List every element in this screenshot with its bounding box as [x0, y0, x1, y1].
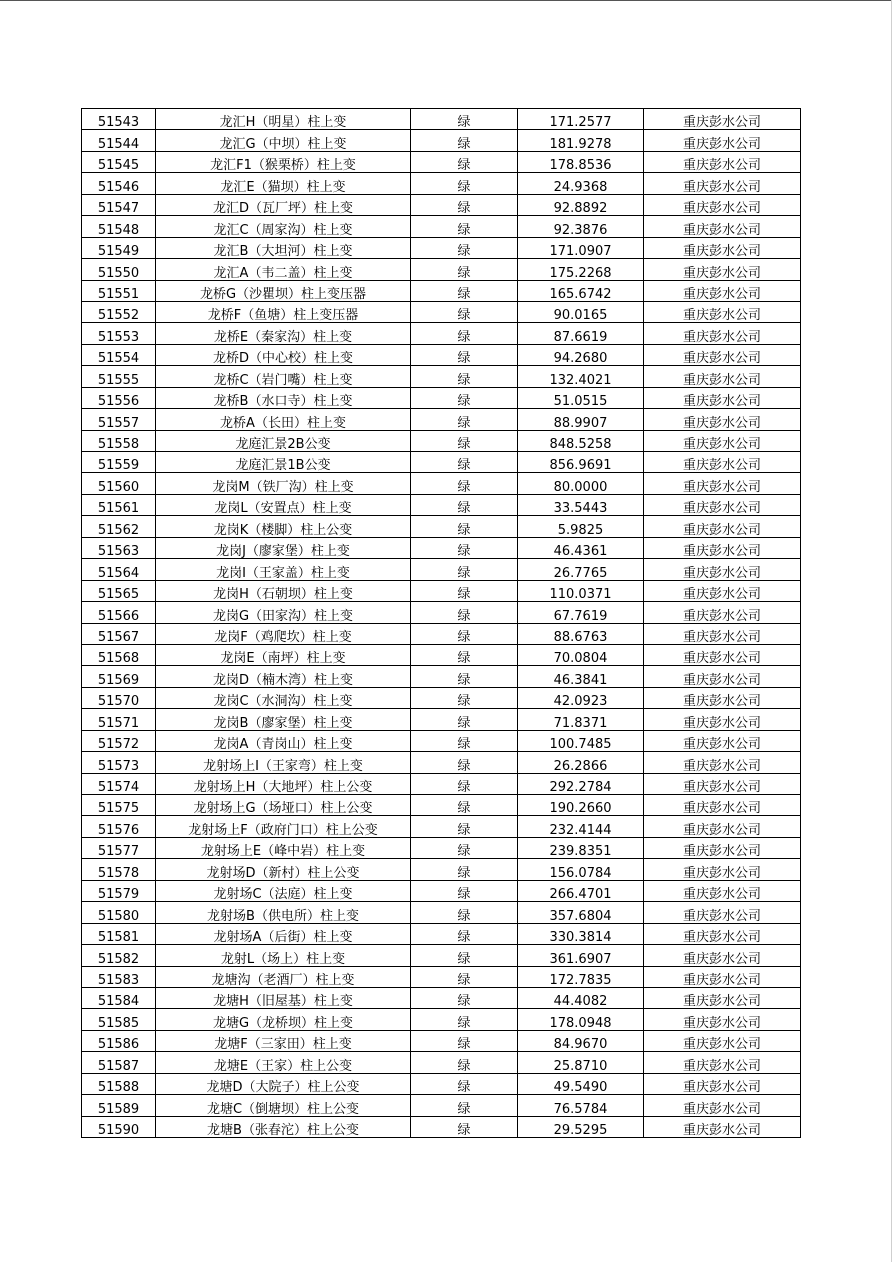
cell-name: 龙射场上F（政府门口）柱上公变 [156, 816, 411, 837]
cell-color-code: 绿 [411, 344, 518, 365]
cell-company: 重庆彭水公司 [644, 880, 801, 901]
cell-id: 51584 [82, 987, 156, 1008]
cell-id: 51575 [82, 795, 156, 816]
cell-id: 51561 [82, 494, 156, 515]
cell-color-code: 绿 [411, 173, 518, 194]
cell-id: 51553 [82, 323, 156, 344]
data-table [81, 108, 801, 1138]
table-row [82, 880, 801, 901]
table-row [82, 494, 801, 515]
page-top-border [0, 0, 892, 1]
cell-color-code: 绿 [411, 494, 518, 515]
cell-value: 239.8351 [518, 837, 644, 858]
cell-name: 龙岗F（鸡爬坎）柱上变 [156, 623, 411, 644]
cell-name: 龙汇A（韦二盖）柱上变 [156, 259, 411, 280]
table-row [82, 109, 801, 130]
cell-value: 156.0784 [518, 859, 644, 880]
table-row [82, 1009, 801, 1030]
cell-name: 龙桥D（中心校）柱上变 [156, 344, 411, 365]
table-row [82, 216, 801, 237]
cell-name: 龙汇C（周家沟）柱上变 [156, 216, 411, 237]
table-row [82, 237, 801, 258]
cell-id: 51576 [82, 816, 156, 837]
cell-name: 龙桥E（秦家沟）柱上变 [156, 323, 411, 344]
cell-name: 龙汇H（明星）柱上变 [156, 109, 411, 130]
cell-color-code: 绿 [411, 580, 518, 601]
cell-company: 重庆彭水公司 [644, 237, 801, 258]
cell-color-code: 绿 [411, 387, 518, 408]
cell-value: 42.0923 [518, 687, 644, 708]
cell-company: 重庆彭水公司 [644, 516, 801, 537]
cell-name: 龙汇G（中坝）柱上变 [156, 130, 411, 151]
cell-name: 龙岗E（南坪）柱上变 [156, 644, 411, 665]
cell-company: 重庆彭水公司 [644, 430, 801, 451]
cell-company: 重庆彭水公司 [644, 773, 801, 794]
cell-id: 51566 [82, 602, 156, 623]
table-row [82, 473, 801, 494]
cell-company: 重庆彭水公司 [644, 687, 801, 708]
cell-id: 51586 [82, 1030, 156, 1051]
cell-value: 357.6804 [518, 902, 644, 923]
cell-company: 重庆彭水公司 [644, 795, 801, 816]
cell-value: 67.7619 [518, 602, 644, 623]
cell-color-code: 绿 [411, 752, 518, 773]
table-row [82, 387, 801, 408]
table-row [82, 666, 801, 687]
cell-value: 51.0515 [518, 387, 644, 408]
cell-id: 51562 [82, 516, 156, 537]
cell-color-code: 绿 [411, 687, 518, 708]
cell-color-code: 绿 [411, 816, 518, 837]
cell-color-code: 绿 [411, 323, 518, 344]
cell-company: 重庆彭水公司 [644, 945, 801, 966]
cell-company: 重庆彭水公司 [644, 559, 801, 580]
cell-id: 51548 [82, 216, 156, 237]
cell-color-code: 绿 [411, 301, 518, 322]
cell-name: 龙塘E（王家）柱上公变 [156, 1052, 411, 1073]
cell-color-code: 绿 [411, 1116, 518, 1137]
table-row [82, 795, 801, 816]
cell-value: 25.8710 [518, 1052, 644, 1073]
table-row [82, 1116, 801, 1137]
table-row [82, 259, 801, 280]
cell-color-code: 绿 [411, 473, 518, 494]
table-row [82, 773, 801, 794]
table-row [82, 366, 801, 387]
cell-name: 龙汇B（大坦河）柱上变 [156, 237, 411, 258]
cell-company: 重庆彭水公司 [644, 1052, 801, 1073]
table-row [82, 623, 801, 644]
cell-company: 重庆彭水公司 [644, 259, 801, 280]
cell-value: 92.8892 [518, 194, 644, 215]
table-row [82, 173, 801, 194]
cell-value: 856.9691 [518, 452, 644, 473]
cell-company: 重庆彭水公司 [644, 580, 801, 601]
table-row [82, 730, 801, 751]
cell-value: 165.6742 [518, 280, 644, 301]
table-row [82, 130, 801, 151]
cell-color-code: 绿 [411, 1009, 518, 1030]
cell-name: 龙塘F（三家田）柱上变 [156, 1030, 411, 1051]
cell-id: 51555 [82, 366, 156, 387]
cell-company: 重庆彭水公司 [644, 130, 801, 151]
cell-value: 29.5295 [518, 1116, 644, 1137]
cell-id: 51560 [82, 473, 156, 494]
cell-name: 龙射场B（供电所）柱上变 [156, 902, 411, 923]
table-row [82, 280, 801, 301]
cell-company: 重庆彭水公司 [644, 816, 801, 837]
cell-value: 5.9825 [518, 516, 644, 537]
table-row [82, 1073, 801, 1094]
cell-name: 龙射场上H（大地坪）柱上公变 [156, 773, 411, 794]
cell-company: 重庆彭水公司 [644, 602, 801, 623]
cell-company: 重庆彭水公司 [644, 537, 801, 558]
cell-company: 重庆彭水公司 [644, 494, 801, 515]
cell-name: 龙塘C（倒塘坝）柱上公变 [156, 1095, 411, 1116]
cell-company: 重庆彭水公司 [644, 623, 801, 644]
cell-color-code: 绿 [411, 194, 518, 215]
cell-color-code: 绿 [411, 1030, 518, 1051]
cell-id: 51568 [82, 644, 156, 665]
cell-id: 51589 [82, 1095, 156, 1116]
cell-color-code: 绿 [411, 730, 518, 751]
cell-company: 重庆彭水公司 [644, 902, 801, 923]
cell-value: 848.5258 [518, 430, 644, 451]
table-row [82, 859, 801, 880]
cell-name: 龙岗K（楼脚）柱上公变 [156, 516, 411, 537]
cell-value: 330.3814 [518, 923, 644, 944]
cell-name: 龙岗D（楠木湾）柱上变 [156, 666, 411, 687]
cell-company: 重庆彭水公司 [644, 323, 801, 344]
cell-value: 88.6763 [518, 623, 644, 644]
table-row [82, 537, 801, 558]
cell-color-code: 绿 [411, 966, 518, 987]
cell-id: 51552 [82, 301, 156, 322]
cell-value: 84.9670 [518, 1030, 644, 1051]
cell-name: 龙岗B（廖家堡）柱上变 [156, 709, 411, 730]
cell-id: 51543 [82, 109, 156, 130]
cell-company: 重庆彭水公司 [644, 173, 801, 194]
cell-id: 51546 [82, 173, 156, 194]
cell-id: 51544 [82, 130, 156, 151]
cell-id: 51585 [82, 1009, 156, 1030]
cell-color-code: 绿 [411, 773, 518, 794]
cell-value: 132.4021 [518, 366, 644, 387]
cell-id: 51565 [82, 580, 156, 601]
cell-color-code: 绿 [411, 666, 518, 687]
cell-name: 龙岗M（铁厂沟）柱上变 [156, 473, 411, 494]
cell-color-code: 绿 [411, 430, 518, 451]
cell-company: 重庆彭水公司 [644, 666, 801, 687]
cell-value: 92.3876 [518, 216, 644, 237]
cell-color-code: 绿 [411, 366, 518, 387]
table-row [82, 452, 801, 473]
cell-company: 重庆彭水公司 [644, 837, 801, 858]
cell-name: 龙岗I（王家盖）柱上变 [156, 559, 411, 580]
cell-value: 70.0804 [518, 644, 644, 665]
cell-id: 51554 [82, 344, 156, 365]
cell-name: 龙射场上E（峰中岩）柱上变 [156, 837, 411, 858]
cell-name: 龙庭汇景2B公变 [156, 430, 411, 451]
cell-id: 51563 [82, 537, 156, 558]
cell-color-code: 绿 [411, 987, 518, 1008]
cell-value: 178.0948 [518, 1009, 644, 1030]
cell-color-code: 绿 [411, 559, 518, 580]
cell-name: 龙桥F（鱼塘）柱上变压器 [156, 301, 411, 322]
cell-name: 龙桥C（岩门嘴）柱上变 [156, 366, 411, 387]
cell-id: 51545 [82, 151, 156, 172]
cell-name: 龙塘D（大院子）柱上公变 [156, 1073, 411, 1094]
cell-id: 51588 [82, 1073, 156, 1094]
cell-name: 龙岗J（廖家堡）柱上变 [156, 537, 411, 558]
table-row [82, 709, 801, 730]
cell-color-code: 绿 [411, 537, 518, 558]
table-row [82, 837, 801, 858]
cell-color-code: 绿 [411, 923, 518, 944]
cell-value: 266.4701 [518, 880, 644, 901]
cell-value: 71.8371 [518, 709, 644, 730]
cell-value: 76.5784 [518, 1095, 644, 1116]
table-row [82, 323, 801, 344]
cell-color-code: 绿 [411, 837, 518, 858]
table-body [82, 109, 801, 1138]
table-row [82, 559, 801, 580]
table-row [82, 602, 801, 623]
table-row [82, 516, 801, 537]
cell-name: 龙桥B（水口寺）柱上变 [156, 387, 411, 408]
cell-company: 重庆彭水公司 [644, 1073, 801, 1094]
cell-id: 51547 [82, 194, 156, 215]
cell-id: 51569 [82, 666, 156, 687]
cell-company: 重庆彭水公司 [644, 752, 801, 773]
cell-company: 重庆彭水公司 [644, 709, 801, 730]
cell-color-code: 绿 [411, 795, 518, 816]
cell-value: 292.2784 [518, 773, 644, 794]
cell-name: 龙岗G（田家沟）柱上变 [156, 602, 411, 623]
table-row [82, 687, 801, 708]
cell-value: 172.7835 [518, 966, 644, 987]
cell-id: 51571 [82, 709, 156, 730]
cell-id: 51578 [82, 859, 156, 880]
cell-company: 重庆彭水公司 [644, 151, 801, 172]
cell-value: 26.7765 [518, 559, 644, 580]
cell-company: 重庆彭水公司 [644, 473, 801, 494]
cell-name: 龙射场上I（王家弯）柱上变 [156, 752, 411, 773]
cell-name: 龙桥G（沙瞿坝）柱上变压器 [156, 280, 411, 301]
cell-value: 232.4144 [518, 816, 644, 837]
cell-id: 51556 [82, 387, 156, 408]
cell-value: 361.6907 [518, 945, 644, 966]
cell-value: 49.5490 [518, 1073, 644, 1094]
cell-value: 178.8536 [518, 151, 644, 172]
cell-color-code: 绿 [411, 409, 518, 430]
cell-color-code: 绿 [411, 516, 518, 537]
table-row [82, 816, 801, 837]
cell-value: 100.7485 [518, 730, 644, 751]
cell-company: 重庆彭水公司 [644, 966, 801, 987]
cell-id: 51557 [82, 409, 156, 430]
cell-value: 171.0907 [518, 237, 644, 258]
cell-name: 龙汇F1（猴栗桥）柱上变 [156, 151, 411, 172]
cell-value: 88.9907 [518, 409, 644, 430]
cell-value: 110.0371 [518, 580, 644, 601]
cell-id: 51564 [82, 559, 156, 580]
cell-id: 51551 [82, 280, 156, 301]
table-row [82, 1030, 801, 1051]
cell-color-code: 绿 [411, 259, 518, 280]
cell-value: 171.2577 [518, 109, 644, 130]
cell-company: 重庆彭水公司 [644, 109, 801, 130]
cell-name: 龙塘H（旧屋基）柱上变 [156, 987, 411, 1008]
table-row [82, 580, 801, 601]
cell-value: 87.6619 [518, 323, 644, 344]
table-row [82, 344, 801, 365]
cell-name: 龙岗C（水洞沟）柱上变 [156, 687, 411, 708]
cell-value: 94.2680 [518, 344, 644, 365]
cell-name: 龙岗H（石朝坝）柱上变 [156, 580, 411, 601]
cell-value: 26.2866 [518, 752, 644, 773]
table-row [82, 752, 801, 773]
cell-color-code: 绿 [411, 644, 518, 665]
cell-company: 重庆彭水公司 [644, 366, 801, 387]
table-row [82, 409, 801, 430]
cell-color-code: 绿 [411, 216, 518, 237]
cell-name: 龙射L（场上）柱上变 [156, 945, 411, 966]
cell-company: 重庆彭水公司 [644, 730, 801, 751]
table-row [82, 1095, 801, 1116]
cell-company: 重庆彭水公司 [644, 280, 801, 301]
cell-color-code: 绿 [411, 1095, 518, 1116]
cell-id: 51580 [82, 902, 156, 923]
table-row [82, 151, 801, 172]
cell-id: 51572 [82, 730, 156, 751]
cell-name: 龙射场D（新村）柱上公变 [156, 859, 411, 880]
cell-company: 重庆彭水公司 [644, 387, 801, 408]
cell-company: 重庆彭水公司 [644, 194, 801, 215]
cell-company: 重庆彭水公司 [644, 409, 801, 430]
table-row [82, 966, 801, 987]
cell-value: 90.0165 [518, 301, 644, 322]
cell-color-code: 绿 [411, 280, 518, 301]
cell-id: 51567 [82, 623, 156, 644]
cell-name: 龙汇E（猫坝）柱上变 [156, 173, 411, 194]
cell-id: 51559 [82, 452, 156, 473]
cell-name: 龙塘G（龙桥坝）柱上变 [156, 1009, 411, 1030]
cell-value: 80.0000 [518, 473, 644, 494]
cell-value: 46.3841 [518, 666, 644, 687]
cell-name: 龙汇D（瓦厂坪）柱上变 [156, 194, 411, 215]
cell-company: 重庆彭水公司 [644, 1030, 801, 1051]
cell-id: 51590 [82, 1116, 156, 1137]
cell-company: 重庆彭水公司 [644, 1009, 801, 1030]
cell-value: 46.4361 [518, 537, 644, 558]
cell-color-code: 绿 [411, 945, 518, 966]
cell-name: 龙塘沟（老酒厂）柱上变 [156, 966, 411, 987]
cell-color-code: 绿 [411, 880, 518, 901]
cell-id: 51570 [82, 687, 156, 708]
cell-color-code: 绿 [411, 1073, 518, 1094]
cell-name: 龙射场上G（场垭口）柱上公变 [156, 795, 411, 816]
table-row [82, 945, 801, 966]
table-row [82, 644, 801, 665]
cell-value: 24.9368 [518, 173, 644, 194]
table-row [82, 987, 801, 1008]
cell-color-code: 绿 [411, 237, 518, 258]
cell-name: 龙庭汇景1B公变 [156, 452, 411, 473]
cell-company: 重庆彭水公司 [644, 216, 801, 237]
cell-color-code: 绿 [411, 602, 518, 623]
cell-name: 龙塘B（张春沱）柱上公变 [156, 1116, 411, 1137]
cell-name: 龙岗L（安置点）柱上变 [156, 494, 411, 515]
cell-name: 龙射场A（后街）柱上变 [156, 923, 411, 944]
table-row [82, 1052, 801, 1073]
cell-company: 重庆彭水公司 [644, 644, 801, 665]
cell-value: 44.4082 [518, 987, 644, 1008]
cell-name: 龙射场C（法庭）柱上变 [156, 880, 411, 901]
cell-company: 重庆彭水公司 [644, 344, 801, 365]
cell-color-code: 绿 [411, 709, 518, 730]
table-row [82, 923, 801, 944]
cell-color-code: 绿 [411, 151, 518, 172]
cell-value: 190.2660 [518, 795, 644, 816]
cell-company: 重庆彭水公司 [644, 1095, 801, 1116]
cell-name: 龙岗A（青岗山）柱上变 [156, 730, 411, 751]
cell-company: 重庆彭水公司 [644, 987, 801, 1008]
cell-color-code: 绿 [411, 452, 518, 473]
cell-company: 重庆彭水公司 [644, 1116, 801, 1137]
cell-company: 重庆彭水公司 [644, 301, 801, 322]
table-row [82, 301, 801, 322]
cell-company: 重庆彭水公司 [644, 859, 801, 880]
cell-id: 51558 [82, 430, 156, 451]
cell-value: 33.5443 [518, 494, 644, 515]
cell-name: 龙桥A（长田）柱上变 [156, 409, 411, 430]
cell-value: 181.9278 [518, 130, 644, 151]
cell-id: 51574 [82, 773, 156, 794]
cell-value: 175.2268 [518, 259, 644, 280]
cell-id: 51550 [82, 259, 156, 280]
cell-color-code: 绿 [411, 109, 518, 130]
cell-id: 51583 [82, 966, 156, 987]
table-row [82, 902, 801, 923]
table-row [82, 194, 801, 215]
cell-id: 51573 [82, 752, 156, 773]
cell-id: 51587 [82, 1052, 156, 1073]
cell-id: 51577 [82, 837, 156, 858]
cell-color-code: 绿 [411, 130, 518, 151]
cell-color-code: 绿 [411, 1052, 518, 1073]
table-row [82, 430, 801, 451]
cell-company: 重庆彭水公司 [644, 452, 801, 473]
cell-id: 51579 [82, 880, 156, 901]
cell-id: 51581 [82, 923, 156, 944]
cell-company: 重庆彭水公司 [644, 923, 801, 944]
cell-color-code: 绿 [411, 859, 518, 880]
cell-id: 51549 [82, 237, 156, 258]
cell-id: 51582 [82, 945, 156, 966]
cell-color-code: 绿 [411, 623, 518, 644]
cell-color-code: 绿 [411, 902, 518, 923]
